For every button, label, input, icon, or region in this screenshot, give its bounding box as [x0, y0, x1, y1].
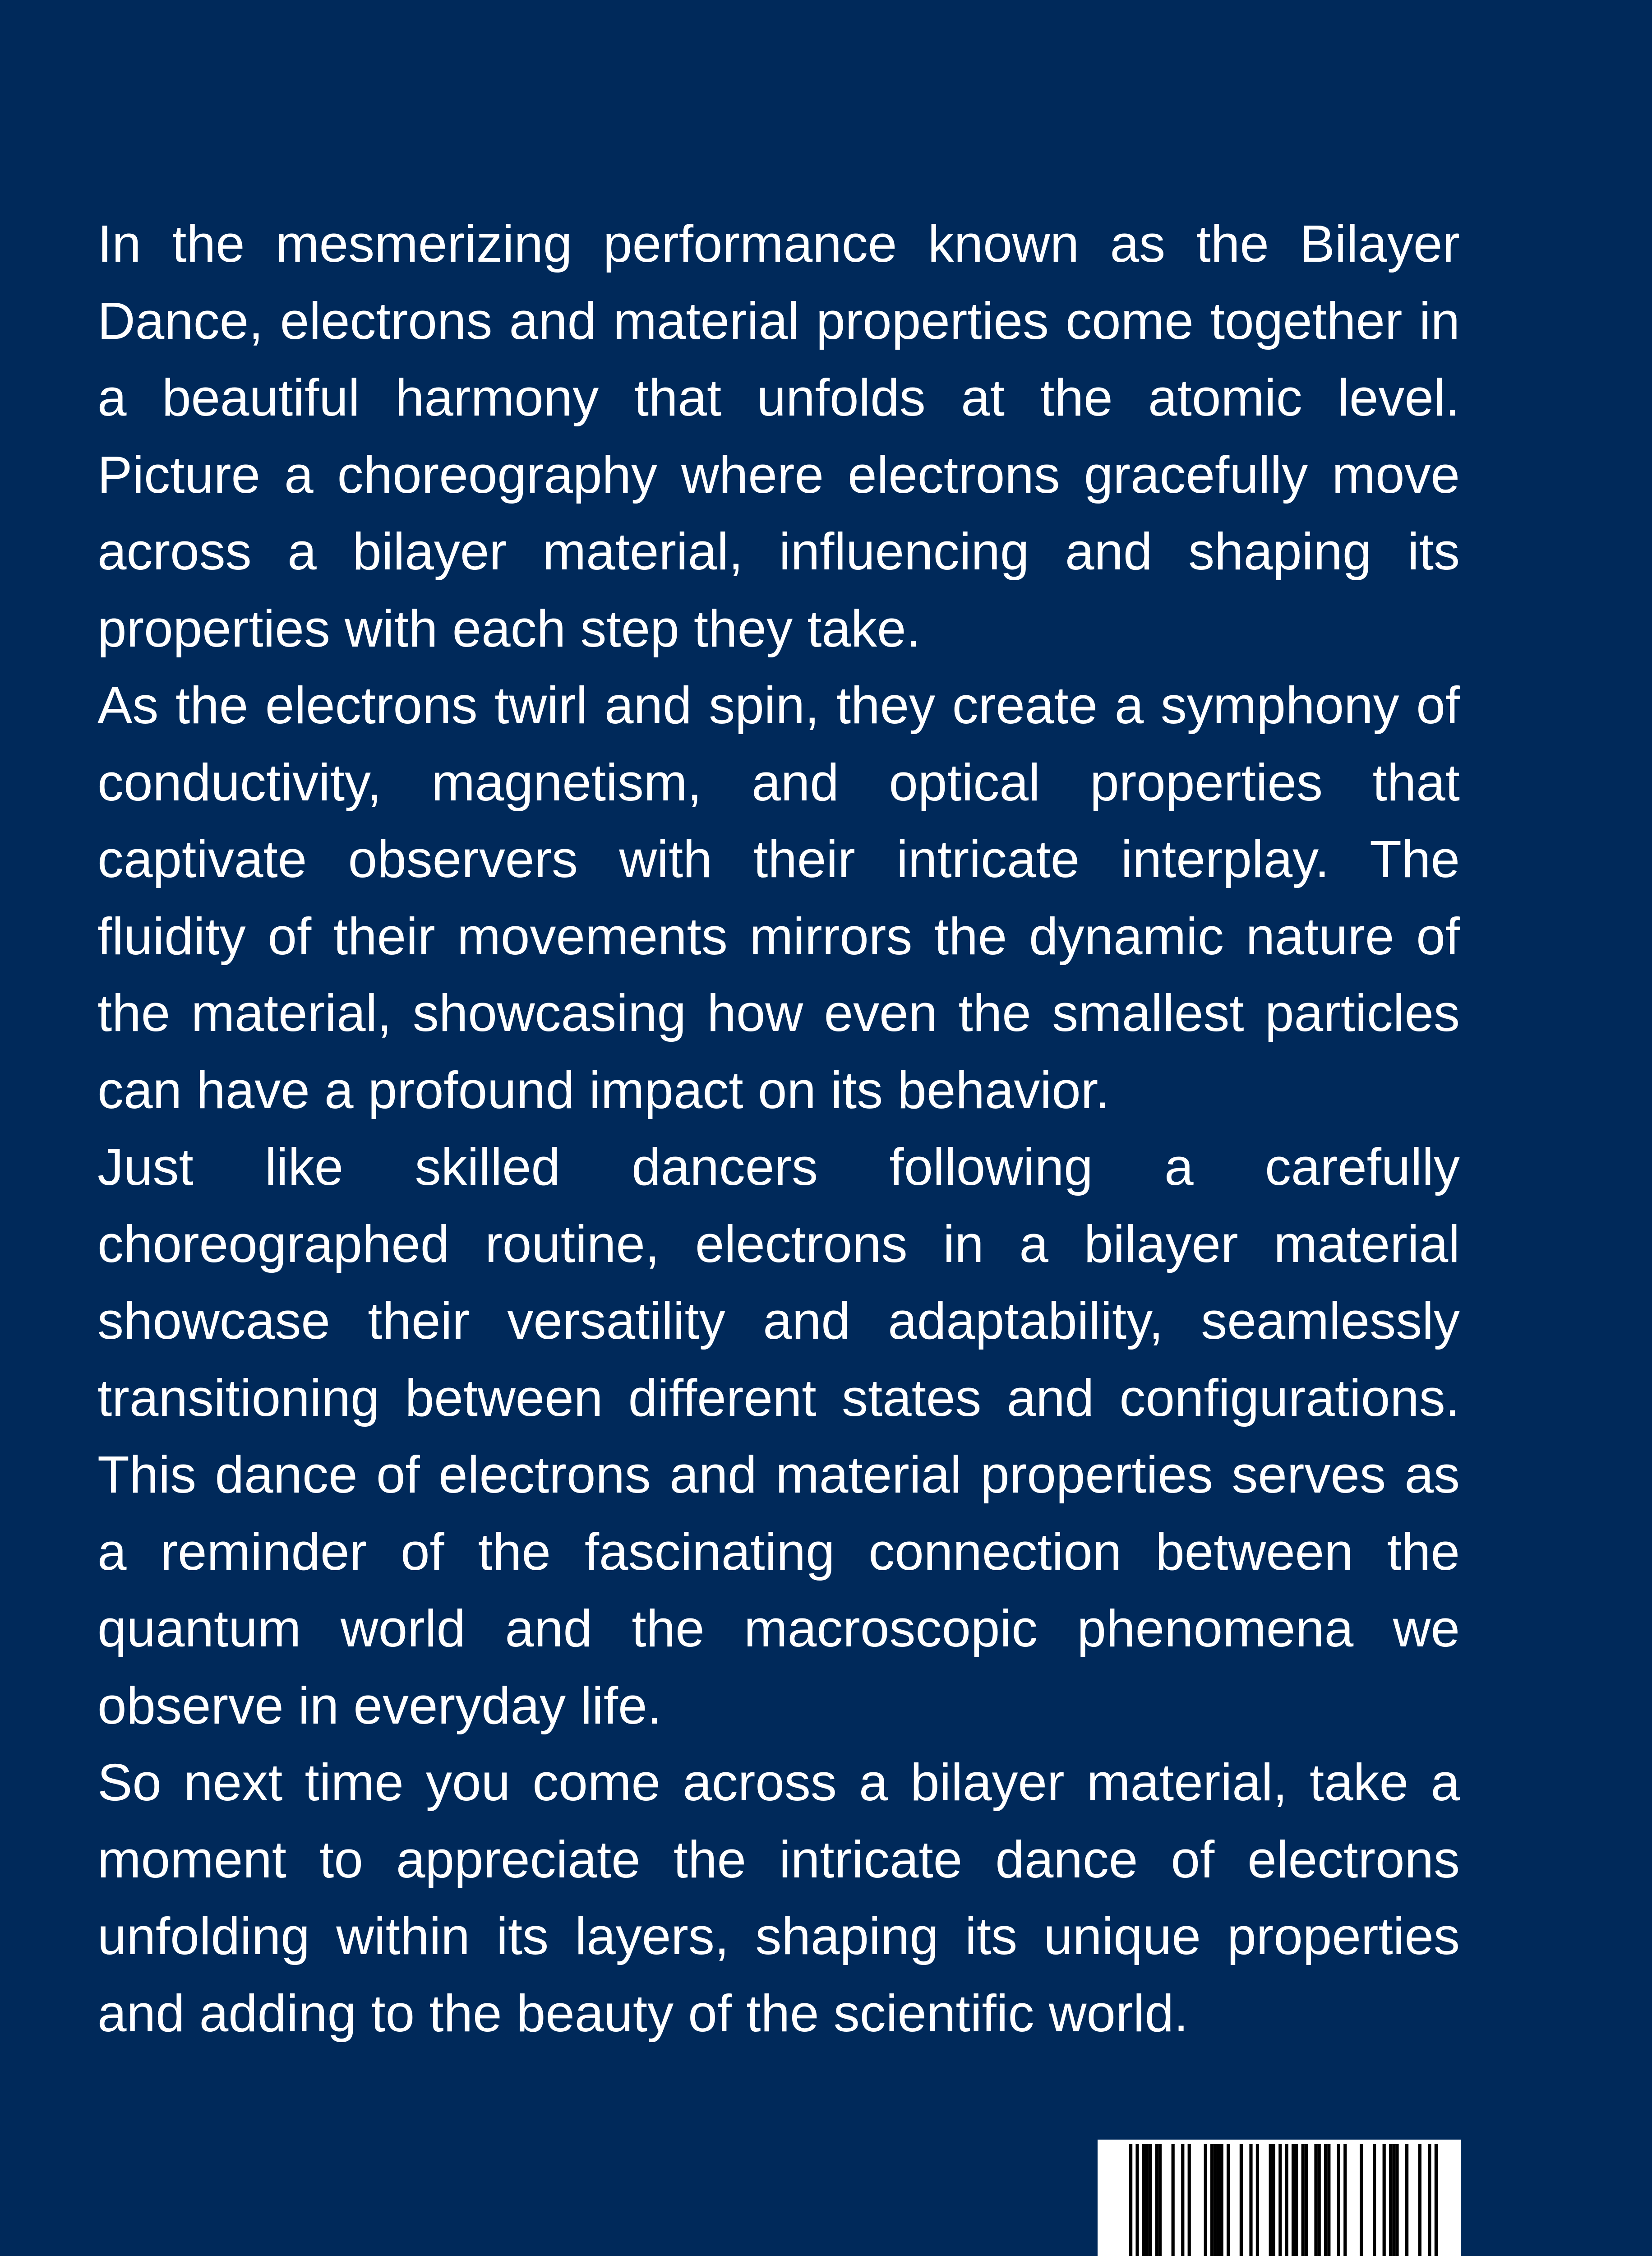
barcode-guard-bar	[1428, 2144, 1431, 2256]
barcode-bar	[1318, 2144, 1321, 2256]
barcode-bar	[1418, 2144, 1421, 2256]
barcode-bar	[1301, 2144, 1305, 2256]
barcode-bar	[1405, 2144, 1408, 2256]
barcode-bar	[1383, 2144, 1386, 2256]
barcode-bar	[1314, 2144, 1317, 2256]
barcode-bar	[1373, 2144, 1376, 2256]
barcode-bars	[1129, 2144, 1438, 2256]
barcode-bar	[1269, 2144, 1272, 2256]
barcode-bar	[1392, 2144, 1395, 2256]
barcode-bar	[1204, 2144, 1207, 2256]
barcode-bar	[1295, 2144, 1298, 2256]
barcode-bar	[1305, 2144, 1308, 2256]
barcode-bar	[1158, 2144, 1162, 2256]
barcode-bar	[1240, 2144, 1243, 2256]
barcode-bar	[1145, 2144, 1149, 2256]
blurb-paragraph-2: As the electrons twirl and spin, they create a symphony of conductivity, magnetism, and optical properties that captivate observers with their intricate interplay. The fluidity of their movements mirrors the dynamic nature of the material, showcasing how even the smallest particles can have a profound impact on its behavior.	[97, 676, 1460, 1119]
barcode-bar	[1188, 2144, 1191, 2256]
barcode-bar	[1214, 2144, 1217, 2256]
barcode-bar	[1272, 2144, 1275, 2256]
barcode-guard-bar	[1135, 2144, 1139, 2256]
blurb-paragraph-3: Just like skilled dancers following a carefully choreographed routine, electrons in a bilayer material showcase their versatility and adaptability, seamlessly transitioning between different states and configurations. This dance of electrons and material properties serves as a reminder of the fascinating connection between the quantum world and the macroscopic phenomena we observe in everyday life.	[97, 1137, 1460, 1735]
barcode-guard-bar	[1129, 2144, 1132, 2256]
barcode-bar	[1227, 2144, 1230, 2256]
blurb-paragraph-4: So next time you come across a bilayer material, take a moment to appreciate the intricate dance of electrons unfolding within its layers, shaping its unique properties and adding to the beauty of the scientific world.	[97, 1753, 1460, 2043]
barcode-bar	[1249, 2144, 1252, 2256]
barcode-guard-bar	[1278, 2144, 1282, 2256]
barcode-bar	[1389, 2144, 1392, 2256]
barcode-graphic	[1098, 2140, 1461, 2256]
blurb-paragraph-1: In the mesmerizing performance known as the Bilayer Dance, electrons and material properties come together in a beautiful harmony that unfolds at the atomic level. Picture a choreography where electrons gracefully move across a bilayer material, influencing and shaping its properties with each step they take.	[97, 214, 1460, 658]
barcode-bar	[1327, 2144, 1330, 2256]
barcode-bar	[1142, 2144, 1145, 2256]
barcode-bar	[1292, 2144, 1295, 2256]
barcode-bar	[1395, 2144, 1398, 2256]
barcode-bar	[1220, 2144, 1223, 2256]
barcode-bar	[1324, 2144, 1327, 2256]
barcode-bar	[1360, 2144, 1363, 2256]
barcode-bar	[1217, 2144, 1220, 2256]
barcode-guard-bar	[1285, 2144, 1288, 2256]
barcode-bar	[1181, 2144, 1184, 2256]
barcode-guard-bar	[1435, 2144, 1438, 2256]
isbn-barcode	[1098, 2140, 1461, 2256]
barcode-bar	[1210, 2144, 1214, 2256]
barcode-bar	[1256, 2144, 1259, 2256]
back-cover-blurb	[97, 205, 1460, 2052]
barcode-bar	[1149, 2144, 1152, 2256]
barcode-bar	[1343, 2144, 1347, 2256]
barcode-bar	[1172, 2144, 1175, 2256]
barcode-bar	[1155, 2144, 1158, 2256]
barcode-bar	[1337, 2144, 1340, 2256]
